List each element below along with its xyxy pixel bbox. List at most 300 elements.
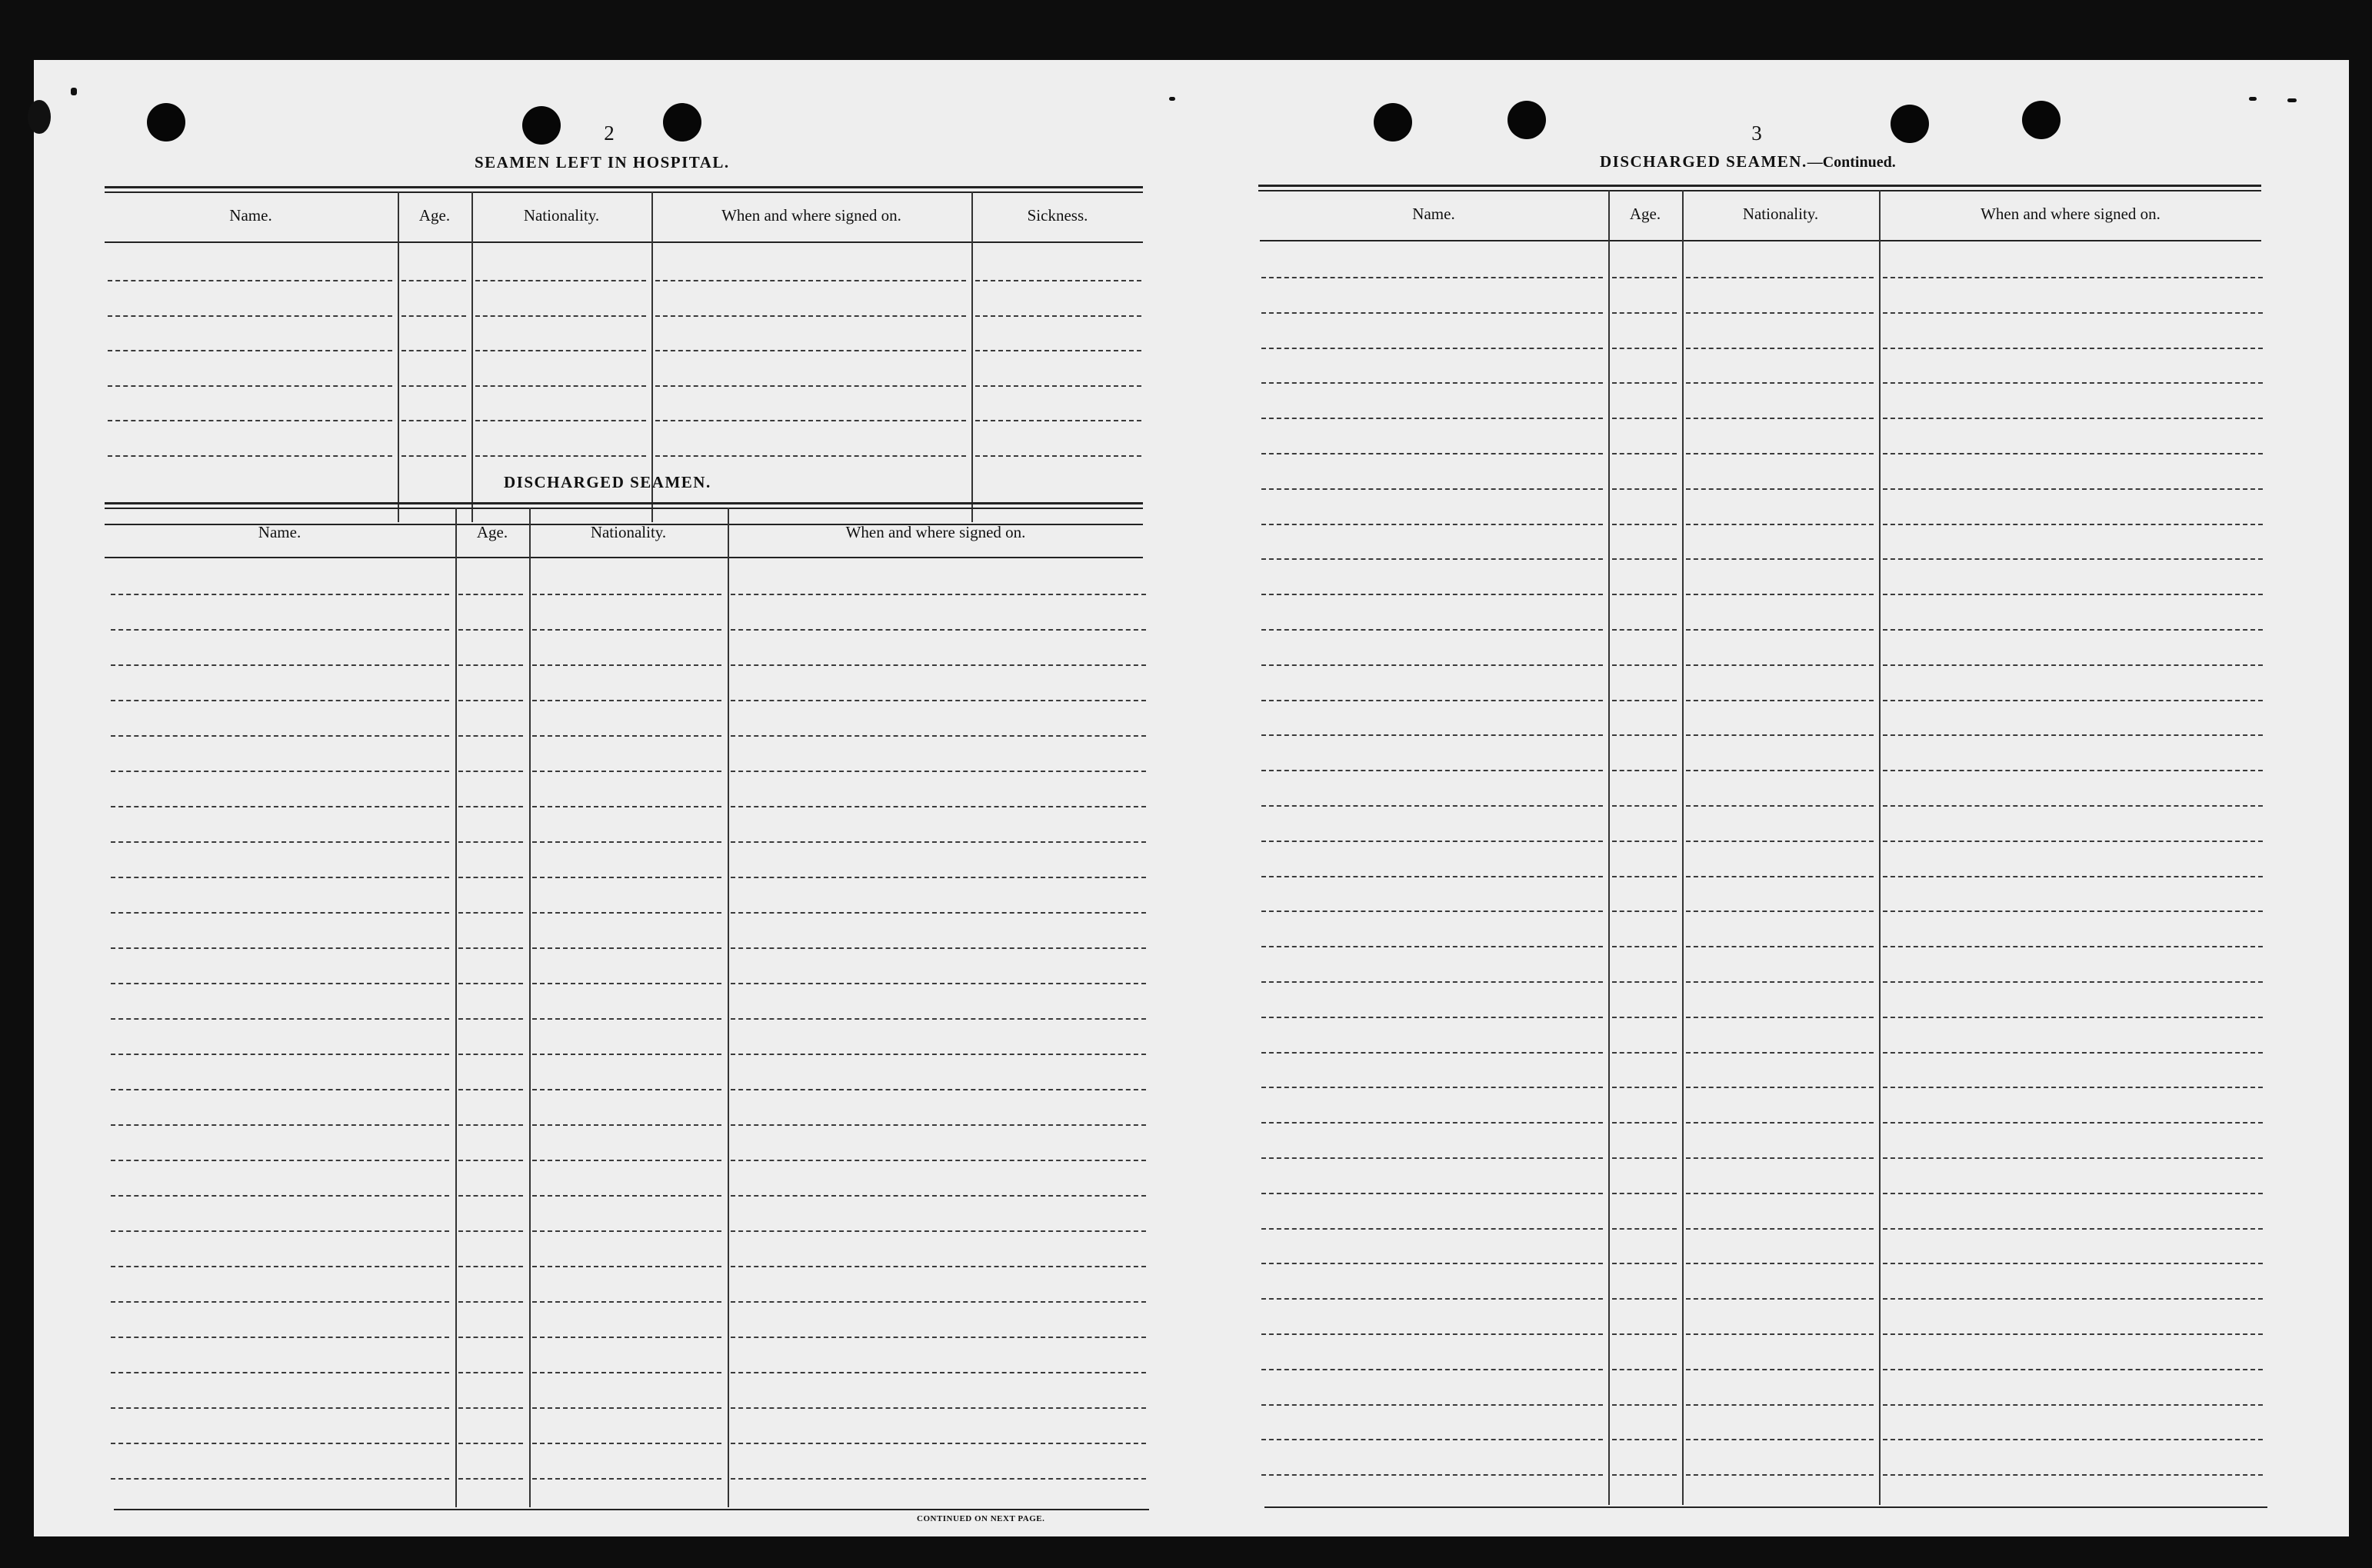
blank-entry-line (1686, 946, 1874, 947)
blank-entry-line (1612, 841, 1677, 842)
blank-entry-line (1883, 1298, 2263, 1300)
col-header-name: Name. (258, 523, 301, 541)
blank-entry-line (1612, 981, 1677, 983)
blank-entry-line (1612, 524, 1677, 525)
table-top-rule (105, 508, 1143, 509)
blank-entry-line (108, 315, 392, 317)
blank-entry-line (1612, 1052, 1677, 1054)
column-divider (398, 191, 399, 522)
blank-entry-line (458, 735, 523, 737)
blank-entry-line (1612, 629, 1677, 631)
blank-entry-line (1686, 1474, 1874, 1476)
blank-entry-line (532, 1160, 721, 1161)
blank-entry-line (532, 1124, 721, 1126)
blank-entry-line (111, 629, 449, 631)
header-rule (105, 241, 1143, 243)
scan-artifact (2249, 97, 2257, 101)
blank-entry-line (458, 1301, 523, 1303)
title-text: DISCHARGED SEAMEN. (1600, 152, 1807, 171)
blank-entry-line (731, 1266, 1146, 1267)
blank-entry-line (1686, 348, 1874, 349)
blank-entry-line (1261, 594, 1603, 595)
blank-entry-line (1883, 1228, 2263, 1230)
blank-entry-line (1261, 770, 1603, 771)
blank-entry-line (458, 1266, 523, 1267)
blank-entry-line (532, 735, 721, 737)
blank-entry-line (1612, 911, 1677, 912)
blank-entry-line (111, 1407, 449, 1409)
blank-entry-line (731, 664, 1146, 666)
blank-entry-line (1612, 1404, 1677, 1406)
blank-entry-line (1686, 382, 1874, 384)
blank-entry-line (458, 1124, 523, 1126)
punch-hole (1891, 105, 1929, 143)
blank-entry-line (731, 1407, 1146, 1409)
blank-entry-line (655, 280, 966, 281)
blank-entry-line (108, 385, 392, 387)
blank-entry-line (1261, 453, 1603, 454)
blank-entry-line (1612, 312, 1677, 314)
blank-entry-line (458, 594, 523, 595)
blank-entry-line (532, 1372, 721, 1373)
blank-entry-line (111, 1054, 449, 1055)
blank-entry-line (458, 664, 523, 666)
blank-entry-line (1261, 488, 1603, 490)
col-header-name: Name. (1412, 205, 1455, 223)
blank-entry-line (458, 1478, 523, 1480)
punch-hole (522, 106, 561, 145)
blank-entry-line (1883, 1052, 2263, 1054)
blank-entry-line (532, 1407, 721, 1409)
blank-entry-line (731, 1478, 1146, 1480)
table-bottom-rule (114, 1509, 1149, 1510)
blank-entry-line (111, 1372, 449, 1373)
col-header-age: Age. (476, 523, 508, 541)
page-number: 3 (1751, 122, 1762, 145)
blank-entry-line (1261, 805, 1603, 807)
blank-entry-line (458, 983, 523, 984)
blank-entry-line (111, 877, 449, 878)
blank-entry-line (1686, 1122, 1874, 1124)
blank-entry-line (1612, 946, 1677, 947)
blank-entry-line (475, 420, 646, 421)
punch-hole (1507, 101, 1546, 139)
blank-entry-line (1883, 770, 2263, 771)
blank-entry-line (108, 455, 392, 457)
blank-entry-line (1686, 911, 1874, 912)
table-top-rule (105, 186, 1143, 188)
blank-entry-line (111, 947, 449, 949)
blank-entry-line (1883, 418, 2263, 419)
continued-note: CONTINUED ON NEXT PAGE. (917, 1514, 1045, 1523)
punch-hole (663, 103, 701, 141)
blank-entry-line (458, 841, 523, 843)
blank-entry-line (475, 350, 646, 351)
blank-entry-line (1261, 382, 1603, 384)
blank-entry-line (1261, 700, 1603, 701)
blank-entry-line (1261, 1052, 1603, 1054)
blank-entry-line (1686, 418, 1874, 419)
blank-entry-line (1686, 1298, 1874, 1300)
blank-entry-line (1261, 1087, 1603, 1088)
header-rule (1260, 240, 2261, 241)
blank-entry-line (108, 280, 392, 281)
blank-entry-line (1612, 1087, 1677, 1088)
blank-entry-line (458, 1195, 523, 1197)
blank-entry-line (401, 315, 466, 317)
blank-entry-line (1612, 1157, 1677, 1159)
blank-entry-line (1883, 981, 2263, 983)
blank-entry-line (532, 947, 721, 949)
column-divider (1682, 190, 1684, 1505)
column-divider (455, 508, 457, 1507)
column-divider (728, 508, 729, 1507)
blank-entry-line (532, 1018, 721, 1020)
blank-entry-line (1261, 558, 1603, 560)
blank-entry-line (1261, 1228, 1603, 1230)
blank-entry-line (731, 983, 1146, 984)
blank-entry-line (111, 664, 449, 666)
col-header-nationality: Nationality. (590, 523, 667, 541)
blank-entry-line (532, 700, 721, 701)
blank-entry-line (532, 629, 721, 631)
blank-entry-line (1883, 1439, 2263, 1440)
blank-entry-line (1261, 277, 1603, 278)
column-divider (471, 191, 473, 522)
blank-entry-line (1686, 876, 1874, 877)
blank-entry-line (655, 315, 966, 317)
blank-entry-line (1883, 876, 2263, 877)
blank-entry-line (1686, 558, 1874, 560)
column-divider (529, 508, 531, 1507)
blank-entry-line (1883, 312, 2263, 314)
blank-entry-line (1261, 946, 1603, 947)
blank-entry-line (1686, 981, 1874, 983)
blank-entry-line (532, 806, 721, 807)
blank-entry-line (1261, 664, 1603, 666)
blank-entry-line (458, 629, 523, 631)
blank-entry-line (1883, 524, 2263, 525)
blank-entry-line (458, 1443, 523, 1444)
blank-entry-line (975, 280, 1141, 281)
blank-entry-line (1883, 805, 2263, 807)
blank-entry-line (731, 912, 1146, 914)
blank-entry-line (1612, 488, 1677, 490)
blank-entry-line (731, 877, 1146, 878)
blank-entry-line (1261, 1193, 1603, 1194)
blank-entry-line (1686, 841, 1874, 842)
blank-entry-line (458, 912, 523, 914)
blank-entry-line (111, 1089, 449, 1090)
blank-entry-line (1686, 277, 1874, 278)
blank-entry-line (532, 1337, 721, 1338)
blank-entry-line (1686, 629, 1874, 631)
blank-entry-line (731, 806, 1146, 807)
blank-entry-line (1883, 1263, 2263, 1264)
hospital-section-title: SEAMEN LEFT IN HOSPITAL. (475, 153, 730, 171)
blank-entry-line (1883, 1333, 2263, 1335)
blank-entry-line (532, 594, 721, 595)
blank-entry-line (731, 1054, 1146, 1055)
blank-entry-line (1261, 911, 1603, 912)
blank-entry-line (458, 771, 523, 772)
blank-entry-line (1883, 1087, 2263, 1088)
blank-entry-line (532, 771, 721, 772)
blank-entry-line (1261, 1122, 1603, 1124)
column-divider (971, 191, 973, 522)
col-header-age: Age. (418, 206, 451, 225)
table-top-rule (1258, 185, 2261, 187)
blank-entry-line (532, 912, 721, 914)
blank-entry-line (1686, 1052, 1874, 1054)
page-number: 2 (604, 122, 615, 145)
blank-entry-line (655, 455, 966, 457)
blank-entry-line (532, 1054, 721, 1055)
blank-entry-line (731, 1443, 1146, 1444)
blank-entry-line (1686, 1017, 1874, 1018)
punch-hole (2022, 101, 2061, 139)
blank-entry-line (1686, 594, 1874, 595)
blank-entry-line (532, 1195, 721, 1197)
header-rule (105, 557, 1143, 558)
blank-entry-line (1883, 1122, 2263, 1124)
blank-entry-line (458, 877, 523, 878)
blank-entry-line (1883, 348, 2263, 349)
blank-entry-line (475, 455, 646, 457)
column-divider (1608, 190, 1610, 1505)
blank-entry-line (458, 1337, 523, 1338)
blank-entry-line (1612, 453, 1677, 454)
blank-entry-line (655, 420, 966, 421)
blank-entry-line (1612, 1228, 1677, 1230)
blank-entry-line (111, 594, 449, 595)
col-header-signed-on: When and where signed on. (845, 523, 1026, 541)
blank-entry-line (1883, 1193, 2263, 1194)
blank-entry-line (731, 947, 1146, 949)
blank-entry-line (111, 806, 449, 807)
blank-entry-line (475, 385, 646, 387)
blank-entry-line (1686, 770, 1874, 771)
blank-entry-line (1686, 1087, 1874, 1088)
blank-entry-line (111, 1301, 449, 1303)
blank-entry-line (111, 1124, 449, 1126)
blank-entry-line (1612, 558, 1677, 560)
blank-entry-line (458, 1230, 523, 1232)
scan-artifact (2287, 98, 2297, 102)
blank-entry-line (532, 1266, 721, 1267)
blank-entry-line (1612, 1439, 1677, 1440)
blank-entry-line (731, 1195, 1146, 1197)
blank-entry-line (111, 1337, 449, 1338)
discharged-section-title: DISCHARGED SEAMEN. (504, 473, 711, 491)
blank-entry-line (1612, 664, 1677, 666)
blank-entry-line (111, 912, 449, 914)
blank-entry-line (975, 455, 1141, 457)
blank-entry-line (1686, 453, 1874, 454)
blank-entry-line (1261, 1439, 1603, 1440)
blank-entry-line (401, 455, 466, 457)
blank-entry-line (731, 1160, 1146, 1161)
blank-entry-line (1686, 1404, 1874, 1406)
blank-entry-line (532, 841, 721, 843)
blank-entry-line (1883, 1474, 2263, 1476)
blank-entry-line (1612, 1369, 1677, 1370)
blank-entry-line (1686, 1263, 1874, 1264)
blank-entry-line (1612, 770, 1677, 771)
blank-entry-line (458, 1372, 523, 1373)
blank-entry-line (475, 280, 646, 281)
blank-entry-line (1612, 1263, 1677, 1264)
column-divider (1879, 190, 1881, 1505)
blank-entry-line (1883, 594, 2263, 595)
blank-entry-line (1612, 1474, 1677, 1476)
blank-entry-line (1612, 382, 1677, 384)
blank-entry-line (111, 1478, 449, 1480)
col-header-nationality: Nationality. (1742, 205, 1819, 223)
blank-entry-line (1883, 1369, 2263, 1370)
blank-entry-line (1261, 1017, 1603, 1018)
blank-entry-line (1612, 1298, 1677, 1300)
blank-entry-line (975, 420, 1141, 421)
blank-entry-line (731, 841, 1146, 843)
punch-hole (147, 103, 185, 141)
blank-entry-line (1612, 876, 1677, 877)
col-header-name: Name. (229, 206, 272, 225)
blank-entry-line (458, 1407, 523, 1409)
blank-entry-line (1612, 1333, 1677, 1335)
blank-entry-line (1686, 1369, 1874, 1370)
blank-entry-line (1883, 700, 2263, 701)
blank-entry-line (1686, 1193, 1874, 1194)
blank-entry-line (731, 700, 1146, 701)
blank-entry-line (1261, 1263, 1603, 1264)
blank-entry-line (1883, 1157, 2263, 1159)
blank-entry-line (1612, 1193, 1677, 1194)
blank-entry-line (108, 420, 392, 421)
blank-entry-line (458, 1089, 523, 1090)
blank-entry-line (1686, 1228, 1874, 1230)
scan-artifact (1169, 97, 1175, 101)
blank-entry-line (975, 315, 1141, 317)
blank-entry-line (1612, 700, 1677, 701)
blank-entry-line (731, 771, 1146, 772)
blank-entry-line (1686, 1157, 1874, 1159)
blank-entry-line (1883, 911, 2263, 912)
blank-entry-line (731, 1230, 1146, 1232)
blank-entry-line (1612, 734, 1677, 736)
blank-entry-line (975, 350, 1141, 351)
blank-entry-line (1261, 1474, 1603, 1476)
blank-entry-line (401, 280, 466, 281)
blank-entry-line (1261, 524, 1603, 525)
blank-entry-line (1686, 1333, 1874, 1335)
blank-entry-line (1686, 700, 1874, 701)
blank-entry-line (111, 735, 449, 737)
blank-entry-line (975, 385, 1141, 387)
col-header-signed-on: When and where signed on. (721, 206, 901, 225)
blank-entry-line (108, 350, 392, 351)
blank-entry-line (111, 1018, 449, 1020)
blank-entry-line (532, 877, 721, 878)
blank-entry-line (1261, 981, 1603, 983)
blank-entry-line (1883, 629, 2263, 631)
blank-entry-line (1686, 664, 1874, 666)
blank-entry-line (655, 385, 966, 387)
blank-entry-line (731, 1337, 1146, 1338)
blank-entry-line (111, 1230, 449, 1232)
blank-entry-line (731, 1372, 1146, 1373)
blank-entry-line (475, 315, 646, 317)
blank-entry-line (1883, 558, 2263, 560)
blank-entry-line (655, 350, 966, 351)
blank-entry-line (111, 700, 449, 701)
blank-entry-line (1686, 312, 1874, 314)
blank-entry-line (1686, 488, 1874, 490)
blank-entry-line (458, 1018, 523, 1020)
blank-entry-line (1686, 1439, 1874, 1440)
blank-entry-line (458, 806, 523, 807)
blank-entry-line (1261, 1298, 1603, 1300)
blank-entry-line (111, 1160, 449, 1161)
col-header-nationality: Nationality. (523, 206, 600, 225)
blank-entry-line (111, 1443, 449, 1444)
blank-entry-line (731, 1018, 1146, 1020)
blank-entry-line (1883, 734, 2263, 736)
blank-entry-line (1261, 734, 1603, 736)
blank-entry-line (1612, 1017, 1677, 1018)
table-top-rule (105, 191, 1143, 193)
scan-artifact (28, 100, 51, 134)
blank-entry-line (532, 1443, 721, 1444)
blank-entry-line (1883, 664, 2263, 666)
blank-entry-line (532, 1089, 721, 1090)
scan-artifact (71, 88, 77, 95)
blank-entry-line (111, 983, 449, 984)
blank-entry-line (1612, 418, 1677, 419)
blank-entry-line (111, 1195, 449, 1197)
discharged-continued-title (1600, 152, 1896, 171)
blank-entry-line (532, 1301, 721, 1303)
blank-entry-line (532, 664, 721, 666)
blank-entry-line (1883, 488, 2263, 490)
blank-entry-line (731, 1089, 1146, 1090)
blank-entry-line (1612, 348, 1677, 349)
punch-hole (1374, 103, 1412, 141)
blank-entry-line (1883, 1404, 2263, 1406)
blank-entry-line (731, 735, 1146, 737)
blank-entry-line (731, 1301, 1146, 1303)
blank-entry-line (1883, 946, 2263, 947)
blank-entry-line (1612, 1122, 1677, 1124)
blank-entry-line (401, 350, 466, 351)
blank-entry-line (1261, 629, 1603, 631)
blank-entry-line (1261, 348, 1603, 349)
blank-entry-line (1883, 277, 2263, 278)
title-suffix: —Continued. (1807, 154, 1896, 171)
blank-entry-line (1612, 805, 1677, 807)
blank-entry-line (1261, 841, 1603, 842)
blank-entry-line (1612, 594, 1677, 595)
blank-entry-line (1883, 453, 2263, 454)
blank-entry-line (1261, 1333, 1603, 1335)
blank-entry-line (111, 841, 449, 843)
blank-entry-line (731, 1124, 1146, 1126)
blank-entry-line (1883, 841, 2263, 842)
blank-entry-line (731, 594, 1146, 595)
blank-entry-line (1686, 734, 1874, 736)
blank-entry-line (1883, 1017, 2263, 1018)
blank-entry-line (1261, 1157, 1603, 1159)
